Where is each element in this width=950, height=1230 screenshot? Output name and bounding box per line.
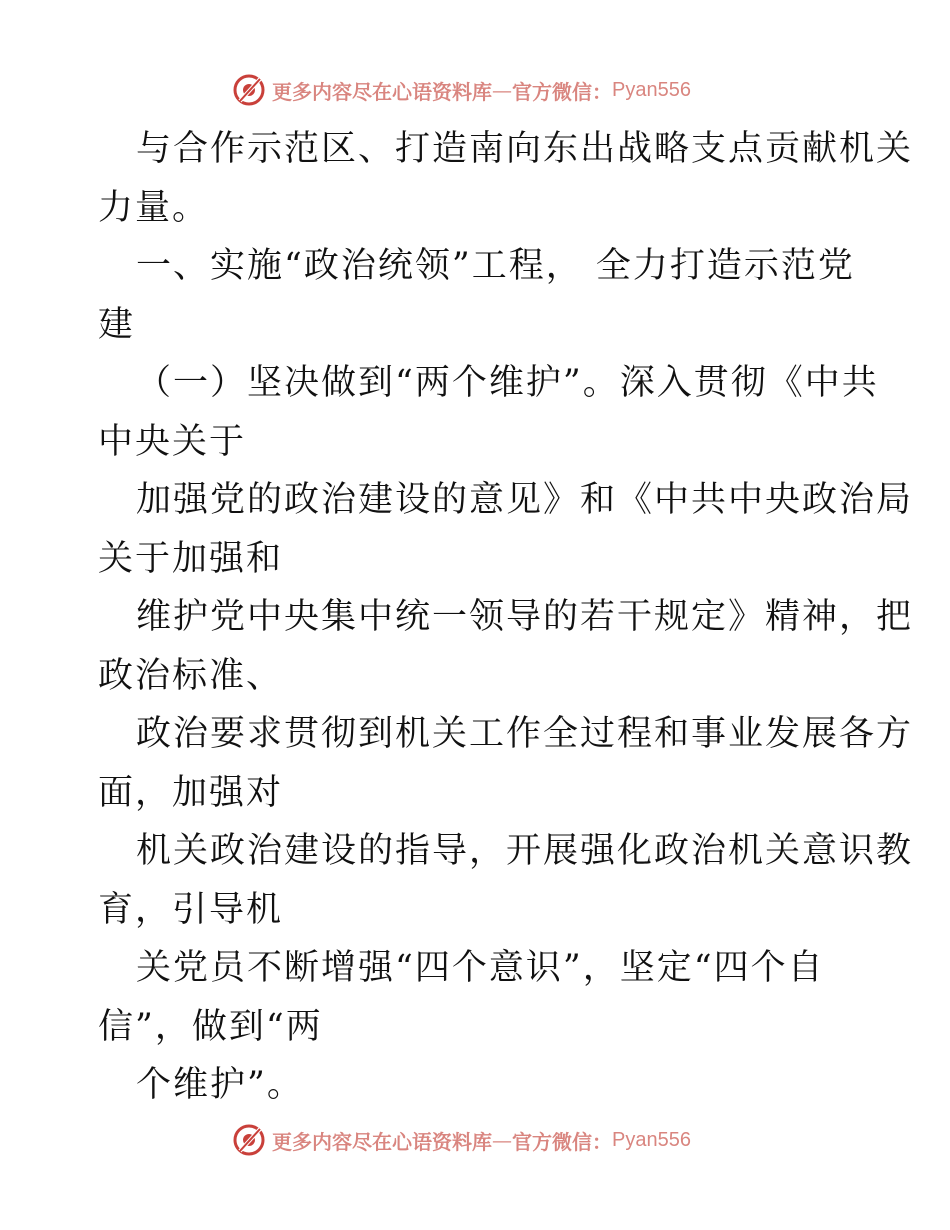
text-line: 建 — [98, 304, 136, 345]
text-line: 加强党的政治建设的意见》和《中共中央政治局 — [136, 480, 914, 520]
text-line: 中央关于 — [98, 421, 247, 462]
text-line: 一、实施“政治统领”工程， 全力打造示范党 — [136, 246, 855, 286]
text-line: 与合作示范区、打造南向东出战略支点贡献机关 — [136, 129, 914, 169]
banner-official-text: 官方微信： — [512, 79, 612, 104]
banner-separator: — — [492, 1128, 512, 1152]
text-line: 关党员不断增强“四个意识”，坚定“四个自 — [136, 948, 825, 988]
banner-wechat-id: Pyan556 — [612, 1128, 691, 1151]
banner-main-text: 更多内容尽在心语资料库 — [272, 79, 492, 104]
banner-main-text: 更多内容尽在心语资料库 — [272, 1129, 492, 1154]
body-text — [98, 120, 914, 1115]
banner-official-text: 官方微信： — [512, 1129, 612, 1154]
text-line: （一）坚决做到“两个维护”。深入贯彻《中共 — [136, 363, 879, 403]
text-line: 信”，做到“两 — [98, 1006, 323, 1047]
logo-icon — [232, 73, 266, 107]
text-line: 维护党中央集中统一领导的若干规定》精神，把 — [136, 597, 914, 637]
text-line: 政治标准、 — [98, 655, 284, 696]
text-line: 育，引导机 — [98, 889, 284, 930]
text-line: 机关政治建设的指导，开展强化政治机关意识教 — [136, 831, 914, 871]
logo-icon — [232, 1123, 266, 1157]
text-line: 政治要求贯彻到机关工作全过程和事业发展各方 — [136, 714, 914, 754]
banner-separator: — — [492, 78, 512, 102]
text-line: 力量。 — [98, 187, 210, 228]
header-watermark-banner — [232, 70, 691, 110]
text-line: 关于加强和 — [98, 538, 284, 579]
text-line: 面，加强对 — [98, 772, 284, 813]
footer-watermark-banner — [232, 1120, 691, 1160]
text-line: 个维护”。 — [136, 1065, 304, 1105]
banner-wechat-id: Pyan556 — [612, 78, 691, 101]
